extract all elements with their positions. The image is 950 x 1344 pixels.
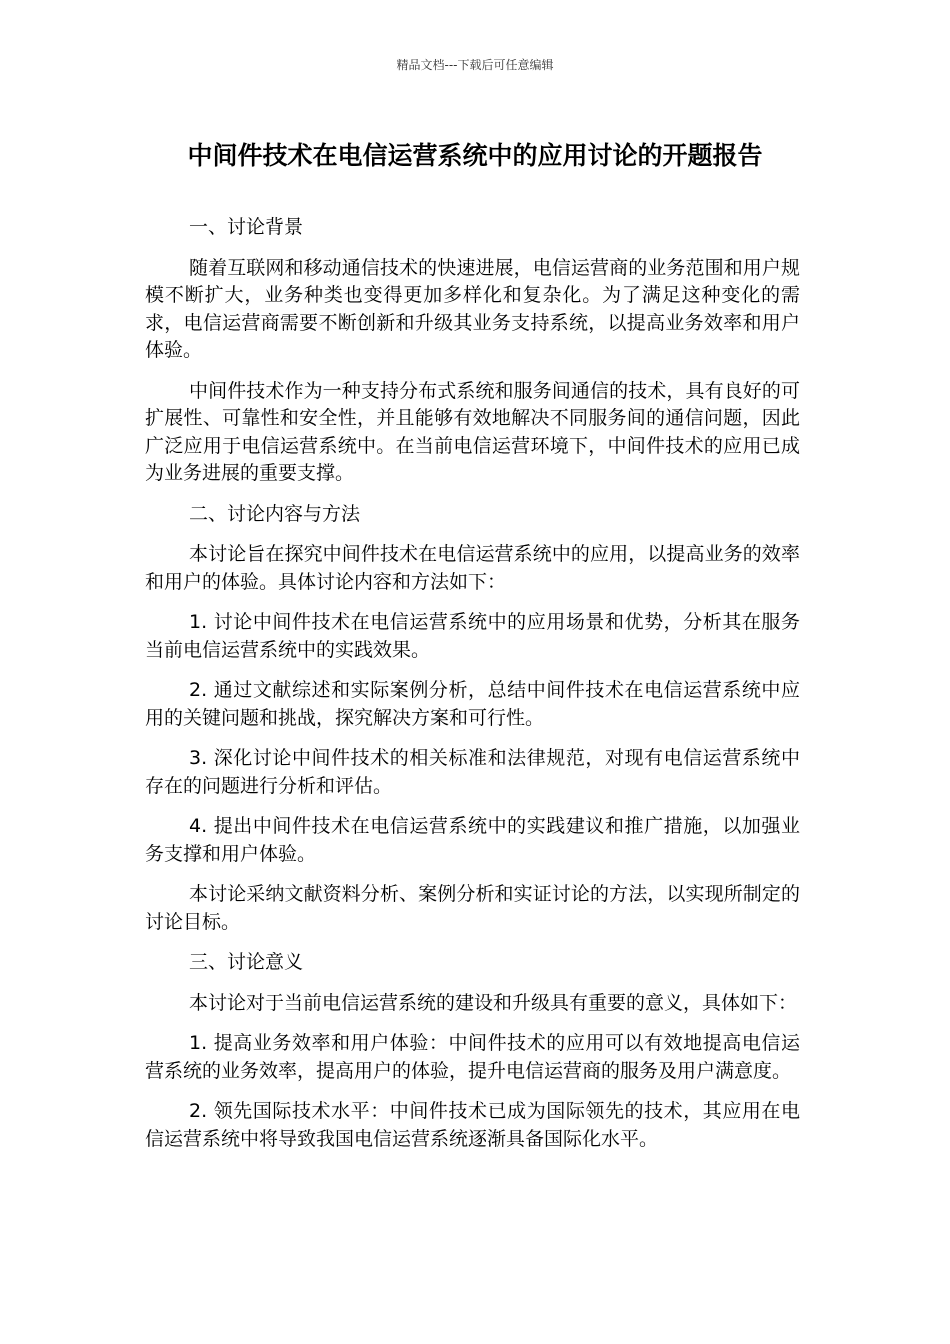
section-heading-significance: 三、讨论意义 bbox=[189, 951, 304, 973]
header-note: 精品文档---下载后可任意编辑 bbox=[396, 58, 554, 72]
paragraph-background-2: 中间件技术作为一种支持分布式系统和服务间通信的技术，具有良好的可扩展性、可靠性和安全性，并且能够有效地解决不同服务间的通信问题，因此广泛应用于电信运营系统中。在当前电信运营环境下，中间件技术的应用已成为业务进展的重要支撑。 bbox=[145, 379, 800, 484]
section-heading-background: 一、讨论背景 bbox=[189, 216, 304, 238]
list-item-significance-1: 1. 提高业务效率和用户体验：中间件技术的应用可以有效地提高电信运营系统的业务效率，提高用户的体验，提升电信运营商的服务及用户满意度。 bbox=[145, 1032, 800, 1082]
list-item-content-1: 1. 讨论中间件技术在电信运营系统中的应用场景和优势，分析其在服务当前电信运营系统中的实践效果。 bbox=[145, 611, 800, 661]
paragraph-method: 本讨论采纳文献资料分析、案例分析和实证讨论的方法，以实现所制定的讨论目标。 bbox=[145, 883, 800, 933]
list-item-content-3: 3. 深化讨论中间件技术的相关标准和法律规范，对现有电信运营系统中存在的问题进行分析和评估。 bbox=[145, 747, 800, 797]
paragraph-content-intro: 本讨论旨在探究中间件技术在电信运营系统中的应用，以提高业务的效率和用户的体验。具体讨论内容和方法如下： bbox=[145, 543, 800, 593]
list-item-content-4: 4. 提出中间件技术在电信运营系统中的实践建议和推广措施，以加强业务支撑和用户体验。 bbox=[145, 815, 800, 865]
section-heading-content-method: 二、讨论内容与方法 bbox=[189, 502, 361, 525]
paragraph-significance-intro: 本讨论对于当前电信运营系统的建设和升级具有重要的意义，具体如下： bbox=[189, 991, 798, 1014]
paragraph-background-1: 随着互联网和移动通信技术的快速进展，电信运营商的业务范围和用户规模不断扩大，业务种类也变得更加多样化和复杂化。为了满足这种变化的需求，电信运营商需要不断创新和升级其业务支持系统，以提高业务效率和用户体验。 bbox=[145, 256, 800, 361]
document-body bbox=[145, 214, 800, 1166]
list-item-content-2: 2. 通过文献综述和实际案例分析，总结中间件技术在电信运营系统中应用的关键问题和挑战，探究解决方案和可行性。 bbox=[145, 679, 800, 729]
list-item-significance-2: 2. 领先国际技术水平：中间件技术已成为国际领先的技术，其应用在电信运营系统中将导致我国电信运营系统逐渐具备国际化水平。 bbox=[145, 1100, 800, 1150]
document-title: 中间件技术在电信运营系统中的应用讨论的开题报告 bbox=[187, 141, 763, 170]
